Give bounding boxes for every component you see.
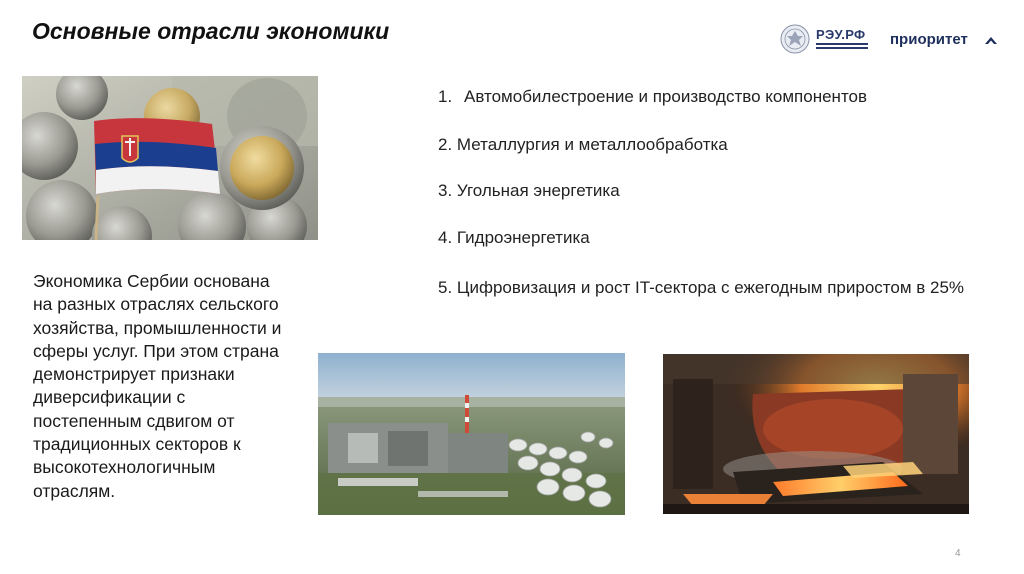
steel-mill-photo <box>663 354 969 514</box>
list-item: 1. Автомобилестроение и производство компонентов <box>438 87 868 106</box>
refinery-photo <box>318 353 625 515</box>
economy-description: Экономика Сербии основана на разных отраслях сельского хозяйства, промышленности и сферы услуг. При этом страна демонстрирует признаки диверсификации с постепенным сдвигом от традиционных секторов к высокотехнологичным отраслям. <box>33 271 282 501</box>
priority-logo-text: приоритет <box>890 31 968 48</box>
rzu-logo-text: РЭУ.РФ <box>816 27 866 42</box>
rzu-logo-subtitle-lines <box>816 43 868 49</box>
chevron-up-icon <box>984 35 998 45</box>
list-item: 5. Цифровизация и рост IT-сектора с ежегодным приростом в 25% <box>438 278 965 297</box>
slide-title: Основные отрасли экономики <box>32 18 390 44</box>
emblem-icon <box>780 24 810 54</box>
list-item: 4. Гидроэнергетика <box>438 228 590 247</box>
serbia-flag-coins-photo <box>22 76 318 240</box>
page-number: 4 <box>955 548 961 559</box>
list-item: 2. Металлургия и металлообработка <box>438 135 728 154</box>
header-logos <box>780 22 1010 58</box>
list-item: 3. Угольная энергетика <box>438 181 620 200</box>
